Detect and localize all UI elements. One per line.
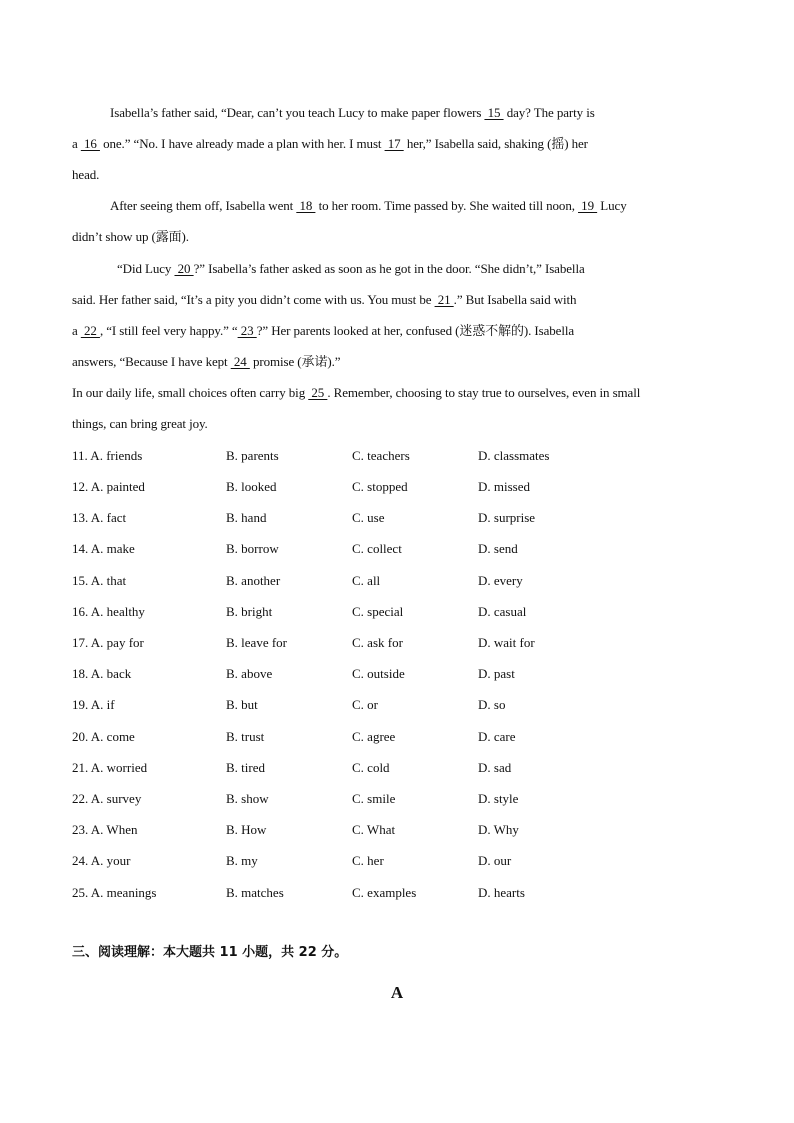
option-d[interactable]: D. wait for (478, 635, 535, 650)
text: didn’t show up (露面). (72, 229, 189, 244)
text: ?” Her parents looked at her, confused (迷惑不解的). Isabella (256, 323, 575, 338)
option-b[interactable]: B. bright (226, 604, 273, 619)
option-c[interactable]: C. special (352, 604, 404, 619)
option-row-13 (72, 510, 722, 526)
option-a[interactable]: 11. A. friends (72, 448, 143, 463)
option-a[interactable]: 22. A. survey (72, 791, 142, 806)
option-a[interactable]: 13. A. fact (72, 510, 127, 525)
option-d[interactable]: D. hearts (478, 885, 525, 900)
option-row-12 (72, 479, 722, 495)
blank-17[interactable]: 17 (384, 136, 404, 151)
passage-line-3 (72, 167, 722, 183)
option-row-21 (72, 760, 722, 776)
option-c[interactable]: C. teachers (352, 448, 410, 463)
option-b[interactable]: B. tired (226, 760, 265, 775)
text: a (72, 323, 81, 338)
passage-line-4 (72, 198, 722, 214)
option-b[interactable]: B. another (226, 573, 281, 588)
option-a[interactable]: 23. A. When (72, 822, 138, 837)
option-d[interactable]: D. surprise (478, 510, 536, 525)
option-b[interactable]: B. matches (226, 885, 284, 900)
option-a[interactable]: 17. A. pay for (72, 635, 144, 650)
option-c[interactable]: C. agree (352, 729, 396, 744)
text: , “I still feel very happy.” “ (99, 323, 238, 338)
option-d[interactable]: D. missed (478, 479, 530, 494)
blank-25[interactable]: 25 (308, 385, 328, 400)
option-b[interactable]: B. hand (226, 510, 267, 525)
blank-19[interactable]: 19 (578, 198, 598, 213)
passage-line-8 (72, 323, 722, 339)
option-a[interactable]: 20. A. come (72, 729, 135, 744)
passage-line-1 (72, 105, 722, 121)
option-a[interactable]: 21. A. worried (72, 760, 148, 775)
blank-22[interactable]: 22 (80, 323, 100, 338)
option-d[interactable]: D. care (478, 729, 516, 744)
text: a (72, 136, 81, 151)
option-row-24 (72, 853, 722, 869)
text: “Did Lucy (117, 261, 175, 276)
text: to her room. Time passed by. She waited till noon, (315, 198, 579, 213)
blank-20[interactable]: 20 (174, 261, 194, 276)
option-b[interactable]: B. How (226, 822, 267, 837)
text: Isabella’s father said, “Dear, can’t you teach Lucy to make paper flowers (110, 105, 485, 120)
option-a[interactable]: 25. A. meanings (72, 885, 157, 900)
option-c[interactable]: C. outside (352, 666, 405, 681)
text: promise (承诺).” (249, 354, 341, 369)
passage-line-9 (72, 354, 722, 370)
text: After seeing them off, Isabella went (110, 198, 297, 213)
passage-line-7 (72, 292, 722, 308)
option-b[interactable]: B. parents (226, 448, 279, 463)
text: head. (72, 167, 100, 182)
option-b[interactable]: B. show (226, 791, 269, 806)
option-a[interactable]: 19. A. if (72, 697, 115, 712)
option-row-16 (72, 604, 722, 620)
option-a[interactable]: 14. A. make (72, 541, 135, 556)
option-d[interactable]: D. our (478, 853, 512, 868)
blank-21[interactable]: 21 (434, 292, 454, 307)
text: In our daily life, small choices often carry big (72, 385, 309, 400)
text: said. Her father said, “It’s a pity you didn’t come with us. You must be (72, 292, 435, 307)
blank-24[interactable]: 24 (230, 354, 250, 369)
option-row-25 (72, 885, 722, 901)
option-d[interactable]: D. past (478, 666, 515, 681)
option-b[interactable]: B. looked (226, 479, 277, 494)
option-a[interactable]: 24. A. your (72, 853, 131, 868)
section-heading: 三、阅读理解：本大题共 11 小题，共 22 分。 (72, 945, 348, 960)
text: . Remember, choosing to stay true to ourselves, even in small (327, 385, 641, 400)
option-a[interactable]: 16. A. healthy (72, 604, 145, 619)
option-b[interactable]: B. but (226, 697, 258, 712)
option-b[interactable]: B. trust (226, 729, 265, 744)
option-a[interactable]: 15. A. that (72, 573, 127, 588)
text: .” But Isabella said with (453, 292, 577, 307)
passage-line-5 (72, 229, 722, 245)
option-a[interactable]: 18. A. back (72, 666, 132, 681)
passage-line-2 (72, 136, 722, 152)
option-row-14 (72, 541, 722, 557)
option-c[interactable]: C. stopped (352, 479, 408, 494)
option-row-22 (72, 791, 722, 807)
option-d[interactable]: D. sad (478, 760, 512, 775)
text: things, can bring great joy. (72, 416, 208, 431)
text: answers, “Because I have kept (72, 354, 231, 369)
option-d[interactable]: D. style (478, 791, 519, 806)
text: Lucy (597, 198, 627, 213)
option-c[interactable]: C. cold (352, 760, 390, 775)
blank-23[interactable]: 23 (237, 323, 257, 338)
option-b[interactable]: B. borrow (226, 541, 279, 556)
option-d[interactable]: D. classmates (478, 448, 550, 463)
text: day? The party is (503, 105, 595, 120)
option-row-11 (72, 448, 722, 464)
option-b[interactable]: B. leave for (226, 635, 288, 650)
option-d[interactable]: D. every (478, 573, 523, 588)
text: ?” Isabella’s father asked as soon as he got in the door. “She didn’t,” Isabella (193, 261, 585, 276)
option-c[interactable]: C. smile (352, 791, 396, 806)
option-c[interactable]: C. examples (352, 885, 417, 900)
option-d[interactable]: D. casual (478, 604, 527, 619)
option-d[interactable]: D. so (478, 697, 506, 712)
option-c[interactable]: C. all (352, 573, 381, 588)
blank-16[interactable]: 16 (80, 136, 100, 151)
option-b[interactable]: B. above (226, 666, 273, 681)
text: her,” Isabella said, shaking (摇) her (403, 136, 588, 151)
option-row-23 (72, 822, 722, 838)
option-a[interactable]: 12. A. painted (72, 479, 145, 494)
option-d[interactable]: D. send (478, 541, 518, 556)
option-c[interactable]: C. or (352, 697, 378, 712)
passage-line-6 (72, 261, 722, 277)
option-b[interactable]: B. my (226, 853, 258, 868)
option-row-15 (72, 573, 722, 589)
option-row-17 (72, 635, 722, 651)
option-row-20 (72, 729, 722, 745)
text: one.” “No. I have already made a plan with her. I must (99, 136, 385, 151)
option-row-19 (72, 697, 722, 713)
passage-line-11 (72, 416, 722, 432)
option-d[interactable]: D. Why (478, 822, 519, 837)
passage-line-10 (72, 385, 722, 401)
blank-18[interactable]: 18 (296, 198, 316, 213)
option-c[interactable]: C. collect (352, 541, 402, 556)
blank-15[interactable]: 15 (484, 105, 504, 120)
option-c[interactable]: C. What (352, 822, 396, 837)
option-c[interactable]: C. ask for (352, 635, 403, 650)
option-c[interactable]: C. use (352, 510, 385, 525)
part-title: A (390, 983, 404, 1002)
option-c[interactable]: C. her (352, 853, 384, 868)
option-row-18 (72, 666, 722, 682)
